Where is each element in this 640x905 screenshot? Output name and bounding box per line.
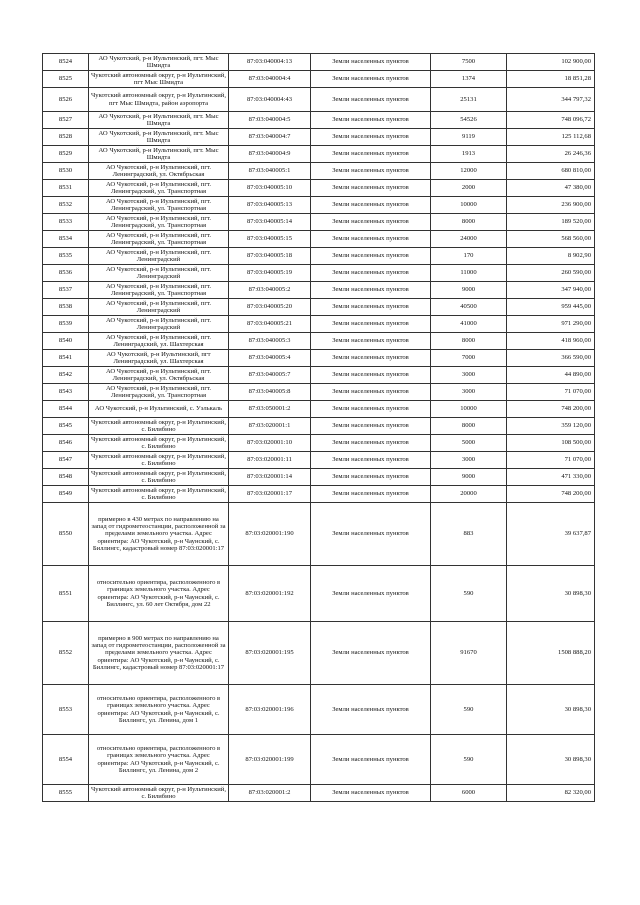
cadastral-value-cell: 30 898,30	[507, 566, 595, 622]
table-row	[43, 735, 595, 785]
address-cell: Чукотский автономный округ, р-н Иультинский, с. Билибино	[89, 486, 229, 503]
row-number: 8526	[43, 88, 89, 112]
cadastral-number-cell: 87:03:040005:10	[229, 180, 311, 197]
row-number: 8527	[43, 112, 89, 129]
cadastral-value-cell: 748 200,00	[507, 486, 595, 503]
cadastral-value-cell: 971 290,00	[507, 316, 595, 333]
land-category-cell: Земли населенных пунктов	[311, 197, 431, 214]
area-cell: 40500	[431, 299, 507, 316]
address-cell: Чукотский автономный округ, р-н Иультинский, пгт Мыс Шмидта	[89, 71, 229, 88]
row-number: 8547	[43, 452, 89, 469]
row-number: 8536	[43, 265, 89, 282]
address-cell: примерно в 900 метрах по направлению на запад от гидрометеостанции, расположенной за пределами земельного участка. Адрес ориентира: АО Чукотский, р-н Чаунский, с. Биллингс, кадастровый номер 87:03:020001:17	[89, 622, 229, 685]
table-row	[43, 622, 595, 685]
area-cell: 7000	[431, 350, 507, 367]
area-cell: 590	[431, 685, 507, 735]
address-cell: Чукотский автономный округ, р-н Иультинский, с. Билибино	[89, 418, 229, 435]
table-row	[43, 384, 595, 401]
address-cell: Чукотский автономный округ, р-н Иультинский, пгт Мыс Шмидта, район аэропорта	[89, 88, 229, 112]
cadastral-number-cell: 87:03:050001:2	[229, 401, 311, 418]
area-cell: 11000	[431, 265, 507, 282]
area-cell: 6000	[431, 785, 507, 802]
cadastral-number-cell: 87:03:020001:190	[229, 503, 311, 566]
cadastral-number-cell: 87:03:020001:196	[229, 685, 311, 735]
address-cell: АО Чукотский, р-н Иультинский, пгт. Ленинградский, ул. Транспортная	[89, 180, 229, 197]
land-category-cell: Земли населенных пунктов	[311, 384, 431, 401]
table-row	[43, 231, 595, 248]
land-category-cell: Земли населенных пунктов	[311, 146, 431, 163]
row-number: 8552	[43, 622, 89, 685]
cadastral-value-cell: 189 520,00	[507, 214, 595, 231]
cadastral-value-cell: 30 898,30	[507, 735, 595, 785]
cadastral-value-cell: 359 120,00	[507, 418, 595, 435]
table-row	[43, 785, 595, 802]
area-cell: 883	[431, 503, 507, 566]
area-cell: 10000	[431, 401, 507, 418]
land-category-cell: Земли населенных пунктов	[311, 350, 431, 367]
row-number: 8546	[43, 435, 89, 452]
address-cell: АО Чукотский, р-н Иультинский, пгт. Мыс Шмидта	[89, 54, 229, 71]
cadastral-number-cell: 87:03:020001:199	[229, 735, 311, 785]
area-cell: 41000	[431, 316, 507, 333]
cadastral-number-cell: 87:03:040005:8	[229, 384, 311, 401]
row-number: 8553	[43, 685, 89, 735]
cadastral-value-cell: 347 940,00	[507, 282, 595, 299]
row-number: 8535	[43, 248, 89, 265]
area-cell: 10000	[431, 197, 507, 214]
cadastral-value-cell: 71 070,00	[507, 384, 595, 401]
table-row	[43, 88, 595, 112]
land-category-cell: Земли населенных пунктов	[311, 231, 431, 248]
cadastral-number-cell: 87:03:040005:18	[229, 248, 311, 265]
area-cell: 24000	[431, 231, 507, 248]
address-cell: АО Чукотский, р-н Иультинский, пгт. Ленинградский, ул. Транспортная	[89, 197, 229, 214]
cadastral-value-cell: 71 070,00	[507, 452, 595, 469]
land-category-cell: Земли населенных пунктов	[311, 180, 431, 197]
cadastral-value-cell: 680 810,00	[507, 163, 595, 180]
cadastral-value-cell: 236 900,00	[507, 197, 595, 214]
cadastral-value-cell: 108 500,00	[507, 435, 595, 452]
cadastral-number-cell: 87:03:040005:7	[229, 367, 311, 384]
land-category-cell: Земли населенных пунктов	[311, 112, 431, 129]
table-row	[43, 163, 595, 180]
cadastral-number-cell: 87:03:040005:20	[229, 299, 311, 316]
address-cell: АО Чукотский, р-н Иультинский, пгт. Ленинградский	[89, 265, 229, 282]
cadastral-number-cell: 87:03:040005:14	[229, 214, 311, 231]
table-row	[43, 435, 595, 452]
area-cell: 1913	[431, 146, 507, 163]
cadastral-number-cell: 87:03:020001:14	[229, 469, 311, 486]
land-category-cell: Земли населенных пунктов	[311, 622, 431, 685]
area-cell: 3000	[431, 452, 507, 469]
land-category-cell: Земли населенных пунктов	[311, 265, 431, 282]
land-category-cell: Земли населенных пунктов	[311, 566, 431, 622]
cadastral-number-cell: 87:03:040005:4	[229, 350, 311, 367]
land-category-cell: Земли населенных пунктов	[311, 401, 431, 418]
area-cell: 9000	[431, 469, 507, 486]
cadastral-number-cell: 87:03:020001:192	[229, 566, 311, 622]
row-number: 8538	[43, 299, 89, 316]
table-row	[43, 503, 595, 566]
land-category-cell: Земли населенных пунктов	[311, 316, 431, 333]
land-category-cell: Земли населенных пунктов	[311, 452, 431, 469]
address-cell: АО Чукотский, р-н Иультинский, пгт. Ленинградский, ул. Транспортная	[89, 214, 229, 231]
address-cell: АО Чукотский, р-н Иультинский, пгт. Ленинградский, ул. Транспортная	[89, 282, 229, 299]
land-category-cell: Земли населенных пунктов	[311, 248, 431, 265]
cadastral-number-cell: 87:03:040005:19	[229, 265, 311, 282]
area-cell: 8000	[431, 333, 507, 350]
table-row	[43, 299, 595, 316]
land-category-cell: Земли населенных пунктов	[311, 785, 431, 802]
cadastral-number-cell: 87:03:040005:3	[229, 333, 311, 350]
area-cell: 9000	[431, 282, 507, 299]
cadastral-number-cell: 87:03:020001:10	[229, 435, 311, 452]
cadastral-value-cell: 1508 888,20	[507, 622, 595, 685]
table-row	[43, 401, 595, 418]
cadastral-number-cell: 87:03:020001:11	[229, 452, 311, 469]
row-number: 8540	[43, 333, 89, 350]
area-cell: 20000	[431, 486, 507, 503]
row-number: 8543	[43, 384, 89, 401]
land-category-cell: Земли населенных пунктов	[311, 88, 431, 112]
row-number: 8539	[43, 316, 89, 333]
row-number: 8529	[43, 146, 89, 163]
table-row	[43, 333, 595, 350]
address-cell: Чукотский автономный округ, р-н Иультинский, с. Билибино	[89, 785, 229, 802]
cadastral-value-cell: 418 960,00	[507, 333, 595, 350]
cadastral-value-cell: 102 900,00	[507, 54, 595, 71]
cadastral-number-cell: 87:03:040004:9	[229, 146, 311, 163]
table-row	[43, 282, 595, 299]
address-cell: относительно ориентира, расположенного в границах земельного участка. Адрес ориентира: АО Чукотский, р-н Чаунский, с. Биллингс, ул. 60 лет Октября, дом 22	[89, 566, 229, 622]
cadastral-number-cell: 87:03:040005:13	[229, 197, 311, 214]
cadastral-number-cell: 87:03:040005:2	[229, 282, 311, 299]
land-category-cell: Земли населенных пунктов	[311, 685, 431, 735]
land-category-cell: Земли населенных пунктов	[311, 54, 431, 71]
land-category-cell: Земли населенных пунктов	[311, 503, 431, 566]
address-cell: АО Чукотский, р-н Иультинский, пгт. Мыс Шмидта	[89, 129, 229, 146]
table-row	[43, 469, 595, 486]
row-number: 8531	[43, 180, 89, 197]
table-row	[43, 180, 595, 197]
address-cell: примерно в 430 метрах по направлению на запад от гидрометеостанции, расположенной за пределами земельного участка. Адрес ориентира: АО Чукотский, р-н Чаунский, с. Биллингс, кадастровый номер 87:03:020001:17	[89, 503, 229, 566]
cadastral-value-cell: 260 590,00	[507, 265, 595, 282]
row-number: 8554	[43, 735, 89, 785]
cadastral-number-cell: 87:03:040005:21	[229, 316, 311, 333]
address-cell: АО Чукотский, р-н Иультинский, пгт. Мыс Шмидта	[89, 146, 229, 163]
table-row	[43, 350, 595, 367]
table-row	[43, 685, 595, 735]
row-number: 8542	[43, 367, 89, 384]
address-cell: АО Чукотский, р-н Иультинский, с. Уэлькаль	[89, 401, 229, 418]
area-cell: 170	[431, 248, 507, 265]
row-number: 8541	[43, 350, 89, 367]
cadastral-number-cell: 87:03:040004:7	[229, 129, 311, 146]
cadastral-number-cell: 87:03:020001:195	[229, 622, 311, 685]
row-number: 8525	[43, 71, 89, 88]
cadastral-number-cell: 87:03:040004:13	[229, 54, 311, 71]
cadastral-value-cell: 344 797,32	[507, 88, 595, 112]
address-cell: АО Чукотский, р-н Иультинский, пгт. Ленинградский, ул. Октябрьская	[89, 163, 229, 180]
table-row	[43, 418, 595, 435]
cadastral-number-cell: 87:03:040004:4	[229, 71, 311, 88]
cadastral-number-cell: 87:03:040005:1	[229, 163, 311, 180]
row-number: 8528	[43, 129, 89, 146]
cadastral-number-cell: 87:03:020001:1	[229, 418, 311, 435]
cadastral-value-cell: 39 637,87	[507, 503, 595, 566]
table-row	[43, 71, 595, 88]
address-cell: относительно ориентира, расположенного в границах земельного участка. Адрес ориентира: АО Чукотский, р-н Чаунский, с. Биллингс, ул. Ленина, дом 2	[89, 735, 229, 785]
table-body	[43, 54, 595, 802]
cadastral-value-cell: 471 330,00	[507, 469, 595, 486]
cadastral-value-cell: 748 096,72	[507, 112, 595, 129]
row-number: 8555	[43, 785, 89, 802]
row-number: 8530	[43, 163, 89, 180]
area-cell: 590	[431, 735, 507, 785]
area-cell: 1374	[431, 71, 507, 88]
land-category-cell: Земли населенных пунктов	[311, 333, 431, 350]
cadastral-number-cell: 87:03:040004:43	[229, 88, 311, 112]
cadastral-value-cell: 959 445,00	[507, 299, 595, 316]
table-row	[43, 112, 595, 129]
address-cell: Чукотский автономный округ, р-н Иультинский, с. Билибино	[89, 435, 229, 452]
row-number: 8550	[43, 503, 89, 566]
area-cell: 5000	[431, 435, 507, 452]
area-cell: 2000	[431, 180, 507, 197]
cadastral-number-cell: 87:03:020001:17	[229, 486, 311, 503]
table-row	[43, 146, 595, 163]
cadastral-value-cell: 8 902,90	[507, 248, 595, 265]
cadastral-value-cell: 82 320,00	[507, 785, 595, 802]
cadastral-number-cell: 87:03:020001:2	[229, 785, 311, 802]
address-cell: АО Чукотский, р-н Иультинский, пгт. Мыс Шмидта	[89, 112, 229, 129]
cadastral-value-cell: 748 200,00	[507, 401, 595, 418]
table-row	[43, 129, 595, 146]
cadastral-value-cell: 47 380,00	[507, 180, 595, 197]
area-cell: 12000	[431, 163, 507, 180]
address-cell: АО Чукотский, р-н Иультинский, пгт Ленинградский, ул. Шахтерская	[89, 350, 229, 367]
cadastral-value-cell: 26 246,36	[507, 146, 595, 163]
table-row	[43, 214, 595, 231]
table-row	[43, 486, 595, 503]
address-cell: Чукотский автономный округ, р-н Иультинский, с. Билибино	[89, 469, 229, 486]
land-plots-table	[42, 53, 595, 802]
row-number: 8534	[43, 231, 89, 248]
table-row	[43, 566, 595, 622]
address-cell: АО Чукотский, р-н Иультинский, пгт. Ленинградский	[89, 248, 229, 265]
land-category-cell: Земли населенных пунктов	[311, 71, 431, 88]
table-row	[43, 316, 595, 333]
land-category-cell: Земли населенных пунктов	[311, 435, 431, 452]
cadastral-value-cell: 44 890,00	[507, 367, 595, 384]
address-cell: АО Чукотский, р-н Иультинский, пгт. Ленинградский	[89, 316, 229, 333]
land-category-cell: Земли населенных пунктов	[311, 163, 431, 180]
area-cell: 25131	[431, 88, 507, 112]
row-number: 8544	[43, 401, 89, 418]
row-number: 8524	[43, 54, 89, 71]
row-number: 8545	[43, 418, 89, 435]
row-number: 8533	[43, 214, 89, 231]
address-cell: АО Чукотский, р-н Иультинский, пгт. Ленинградский	[89, 299, 229, 316]
land-category-cell: Земли населенных пунктов	[311, 735, 431, 785]
land-category-cell: Земли населенных пунктов	[311, 299, 431, 316]
address-cell: АО Чукотский, р-н Иультинский, пгт. Ленинградский, ул. Шахтерская	[89, 333, 229, 350]
table-row	[43, 197, 595, 214]
land-category-cell: Земли населенных пунктов	[311, 486, 431, 503]
land-category-cell: Земли населенных пунктов	[311, 129, 431, 146]
cadastral-value-cell: 568 560,00	[507, 231, 595, 248]
address-cell: АО Чукотский, р-н Иультинский, пгт. Ленинградский, ул. Октябрьская	[89, 367, 229, 384]
land-category-cell: Земли населенных пунктов	[311, 282, 431, 299]
land-category-cell: Земли населенных пунктов	[311, 469, 431, 486]
table-row	[43, 367, 595, 384]
area-cell: 7500	[431, 54, 507, 71]
address-cell: относительно ориентира, расположенного в границах земельного участка. Адрес ориентира: АО Чукотский, р-н Чаунский, с. Биллингс, ул. Ленина, дом 1	[89, 685, 229, 735]
area-cell: 8000	[431, 214, 507, 231]
area-cell: 8000	[431, 418, 507, 435]
area-cell: 590	[431, 566, 507, 622]
area-cell: 91670	[431, 622, 507, 685]
table-row	[43, 265, 595, 282]
cadastral-value-cell: 125 112,68	[507, 129, 595, 146]
land-category-cell: Земли населенных пунктов	[311, 367, 431, 384]
address-cell: Чукотский автономный округ, р-н Иультинский, с. Билибино	[89, 452, 229, 469]
address-cell: АО Чукотский, р-н Иультинский, пгт. Ленинградский, ул. Транспортная	[89, 384, 229, 401]
area-cell: 54526	[431, 112, 507, 129]
table-row	[43, 452, 595, 469]
cadastral-value-cell: 30 898,30	[507, 685, 595, 735]
address-cell: АО Чукотский, р-н Иультинский, пгт. Ленинградский, ул. Транспортная	[89, 231, 229, 248]
row-number: 8537	[43, 282, 89, 299]
land-category-cell: Земли населенных пунктов	[311, 418, 431, 435]
area-cell: 3000	[431, 384, 507, 401]
row-number: 8548	[43, 469, 89, 486]
cadastral-value-cell: 18 851,28	[507, 71, 595, 88]
table-row	[43, 54, 595, 71]
area-cell: 9119	[431, 129, 507, 146]
row-number: 8532	[43, 197, 89, 214]
table-row	[43, 248, 595, 265]
cadastral-value-cell: 366 590,00	[507, 350, 595, 367]
land-category-cell: Земли населенных пунктов	[311, 214, 431, 231]
cadastral-number-cell: 87:03:040004:5	[229, 112, 311, 129]
row-number: 8551	[43, 566, 89, 622]
cadastral-number-cell: 87:03:040005:15	[229, 231, 311, 248]
row-number: 8549	[43, 486, 89, 503]
area-cell: 3000	[431, 367, 507, 384]
